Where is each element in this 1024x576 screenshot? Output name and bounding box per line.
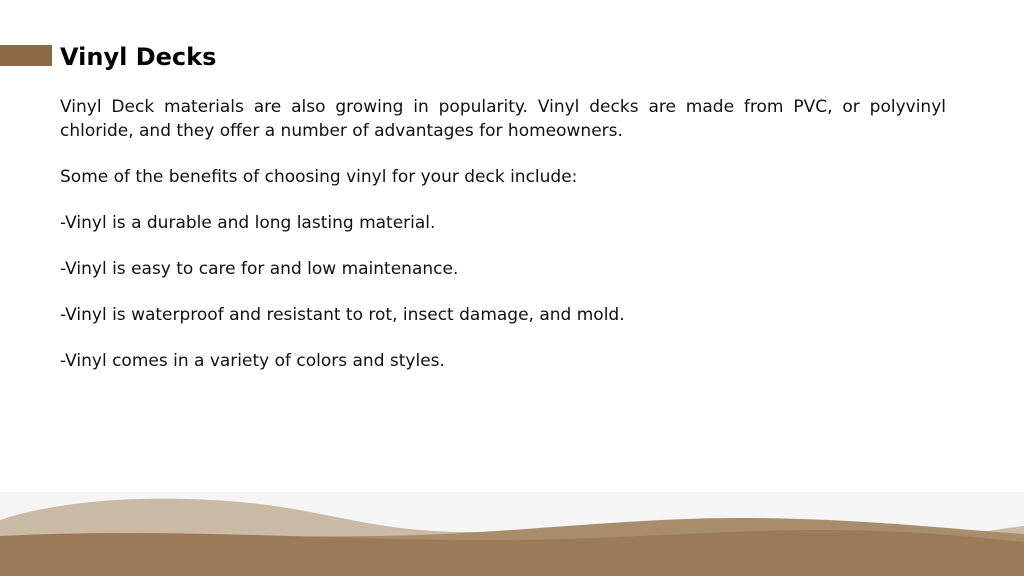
decorative-waves [0,492,1024,576]
slide-body [60,95,946,395]
benefit-item-durable: -Vinyl is a durable and long lasting material. [60,213,436,233]
slide-title: Vinyl Decks [60,43,217,71]
intro-paragraph: Vinyl Deck materials are also growing in popularity. Vinyl decks are made from PVC, or polyvinyl chloride, and they offer a number of advantages for homeowners. [60,97,946,141]
benefits-intro: Some of the benefits of choosing vinyl for your deck include: [60,167,578,187]
title-accent-bar [0,45,52,66]
benefit-item-low-maintenance: -Vinyl is easy to care for and low maintenance. [60,259,459,279]
benefit-item-waterproof: -Vinyl is waterproof and resistant to rot, insect damage, and mold. [60,305,625,325]
benefit-item-variety: -Vinyl comes in a variety of colors and styles. [60,351,445,371]
